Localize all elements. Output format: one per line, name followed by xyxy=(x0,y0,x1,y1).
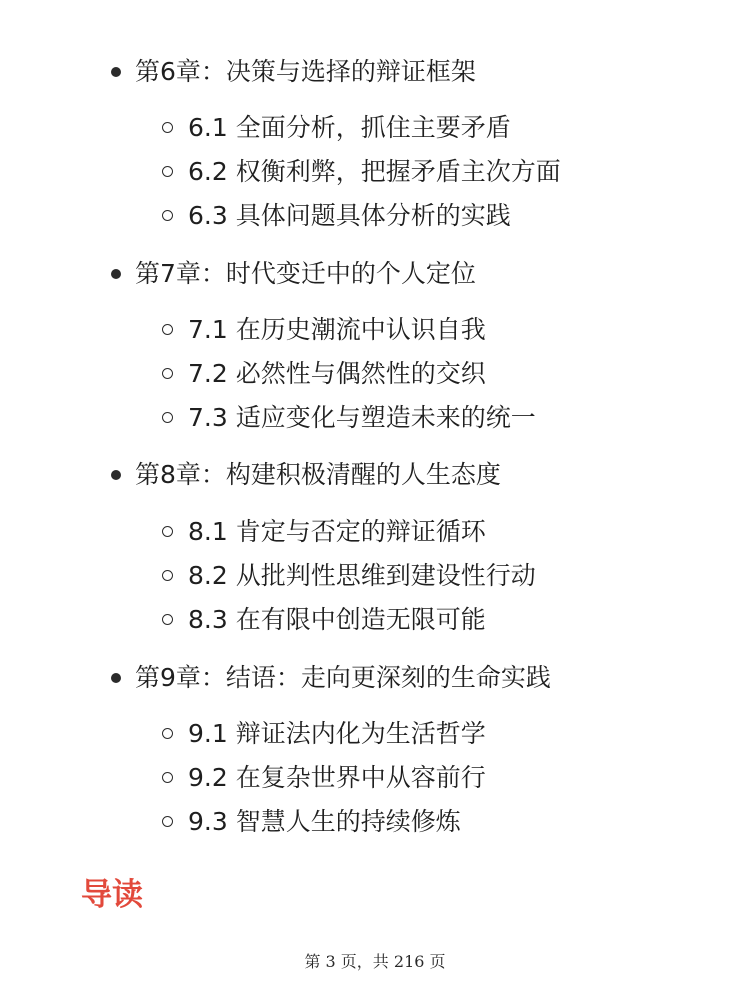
toc-chapter-6[interactable] xyxy=(0,54,750,90)
section-heading-guide: 导读 xyxy=(81,877,143,913)
hollow-bullet-icon xyxy=(162,772,173,783)
toc-section-8-3[interactable] xyxy=(0,602,750,638)
toc-section-8-2[interactable] xyxy=(0,558,750,594)
chapter-title: 第7章：时代变迁中的个人定位 xyxy=(135,259,476,288)
toc-section-7-1[interactable] xyxy=(0,312,750,348)
toc-section-6-3[interactable] xyxy=(0,198,750,234)
hollow-bullet-icon xyxy=(162,816,173,827)
hollow-bullet-icon xyxy=(162,614,173,625)
hollow-bullet-icon xyxy=(162,526,173,537)
section-title: 8.1 肯定与否定的辩证循环 xyxy=(188,517,486,546)
section-title: 6.2 权衡利弊，把握矛盾主次方面 xyxy=(188,157,561,186)
toc-section-6-1[interactable] xyxy=(0,110,750,146)
bullet-icon xyxy=(111,67,121,77)
bullet-icon xyxy=(111,269,121,279)
hollow-bullet-icon xyxy=(162,728,173,739)
toc-section-6-2[interactable] xyxy=(0,154,750,190)
hollow-bullet-icon xyxy=(162,412,173,423)
chapter-title: 第6章：决策与选择的辩证框架 xyxy=(135,57,476,86)
chapter-title: 第8章：构建积极清醒的人生态度 xyxy=(135,460,501,489)
bullet-icon xyxy=(111,470,121,480)
toc-section-8-1[interactable] xyxy=(0,514,750,550)
section-title: 9.3 智慧人生的持续修炼 xyxy=(188,807,461,836)
toc-chapter-7[interactable] xyxy=(0,256,750,292)
hollow-bullet-icon xyxy=(162,210,173,221)
hollow-bullet-icon xyxy=(162,122,173,133)
section-title: 8.3 在有限中创造无限可能 xyxy=(188,605,486,634)
toc-chapter-8[interactable] xyxy=(0,457,750,493)
section-title: 7.1 在历史潮流中认识自我 xyxy=(188,315,486,344)
toc-section-7-3[interactable] xyxy=(0,400,750,436)
toc-section-9-2[interactable] xyxy=(0,760,750,796)
section-title: 9.2 在复杂世界中从容前行 xyxy=(188,763,486,792)
toc-section-9-3[interactable] xyxy=(0,804,750,840)
hollow-bullet-icon xyxy=(162,166,173,177)
bullet-icon xyxy=(111,673,121,683)
section-title: 9.1 辩证法内化为生活哲学 xyxy=(188,719,486,748)
toc-section-7-2[interactable] xyxy=(0,356,750,392)
section-title: 7.3 适应变化与塑造未来的统一 xyxy=(188,403,536,432)
section-title: 6.1 全面分析，抓住主要矛盾 xyxy=(188,113,511,142)
toc-chapter-9[interactable] xyxy=(0,660,750,696)
hollow-bullet-icon xyxy=(162,368,173,379)
hollow-bullet-icon xyxy=(162,324,173,335)
section-title: 7.2 必然性与偶然性的交织 xyxy=(188,359,486,388)
section-title: 8.2 从批判性思维到建设性行动 xyxy=(188,561,536,590)
page-number-footer: 第 3 页，共 216 页 xyxy=(304,952,446,971)
chapter-title: 第9章：结语：走向更深刻的生命实践 xyxy=(135,663,551,692)
toc-section-9-1[interactable] xyxy=(0,716,750,752)
hollow-bullet-icon xyxy=(162,570,173,581)
section-title: 6.3 具体问题具体分析的实践 xyxy=(188,201,511,230)
